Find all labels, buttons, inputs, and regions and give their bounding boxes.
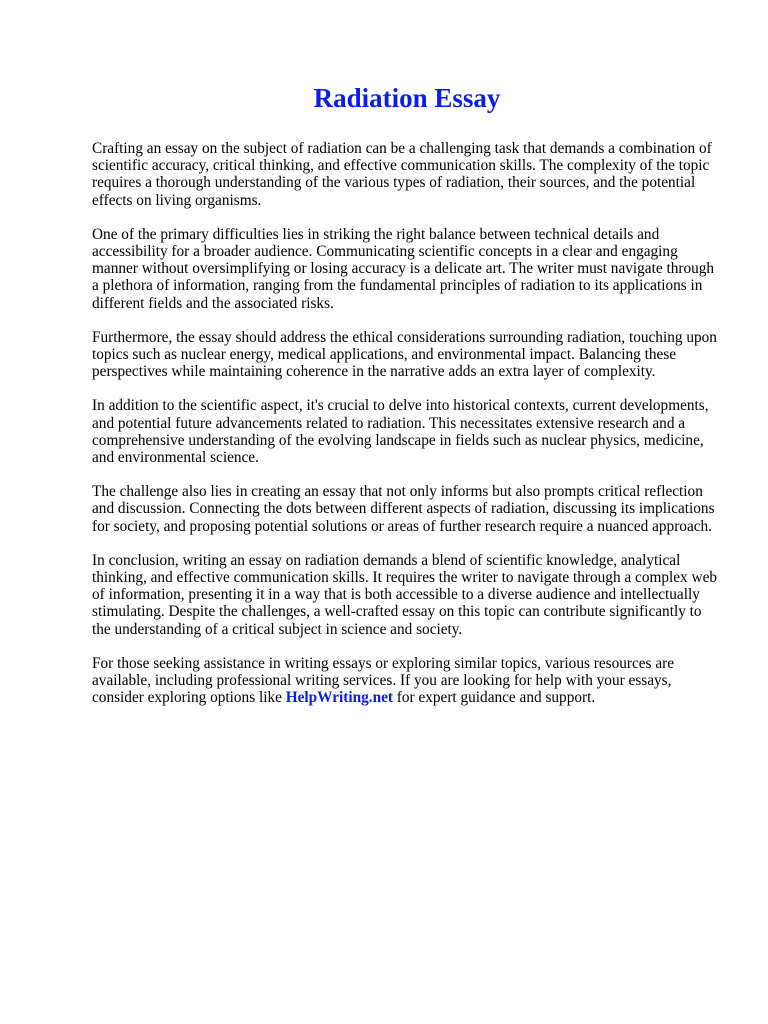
closing-text-before: For those seeking assistance in writing essays or exploring similar topics, various resources are available, including professional writing services. If you are looking for help with your essays, consider exploring options like: [92, 654, 674, 707]
paragraph-3: Furthermore, the essay should address the ethical considerations surrounding radiation, touching upon topics such as nuclear energy, medical applications, and environmental impact. Balancing these perspectives while maintaining coherence in the narrative adds an extra layer of complexity.: [92, 328, 717, 381]
closing-text-after: for expert guidance and support.: [392, 689, 596, 707]
helpwriting-link[interactable]: HelpWriting.net: [285, 689, 393, 707]
paragraph-5: The challenge also lies in creating an essay that not only informs but also prompts critical reflection and discussion. Connecting the dots between different aspects of radiation, discussing its implications for society, and proposing potential solutions or areas of further research require a nuanced approach.: [92, 483, 715, 535]
paragraph-1: Crafting an essay on the subject of radiation can be a challenging task that demands a combination of scientific accuracy, critical thinking, and effective communication skills. The complexity of the topic requires a thorough understanding of the various types of radiation, their sources, and the potential effects on living organisms.: [92, 140, 712, 209]
paragraph-4: In addition to the scientific aspect, it's crucial to delve into historical contexts, current developments, and potential future advancements related to radiation. This necessitates extensive research and a comprehensive understanding of the evolving landscape in fields such as nuclear physics, medicine, and environmental science.: [92, 397, 709, 467]
paragraph-2: One of the primary difficulties lies in striking the right balance between technical details and accessibility for a broader audience. Communicating scientific concepts in a clear and engaging manner without oversimplifying or losing accuracy is a delicate art. The writer must navigate through a plethora of information, ranging from the fundamental principles of radiation to its applications in different fields and the associated risks.: [92, 225, 715, 312]
closing-paragraph: [92, 655, 722, 707]
page-title: Radiation Essay: [313, 83, 501, 113]
paragraph-6: In conclusion, writing an essay on radiation demands a blend of scientific knowledge, analytical thinking, and effective communication skills. It requires the writer to navigate through a complex web of information, presenting it in a way that is both accessible to a diverse audience and intellectually stimulating. Despite the challenges, a well-crafted essay on this topic can contribute significantly to the understanding of a critical subject in science and society.: [92, 551, 718, 638]
